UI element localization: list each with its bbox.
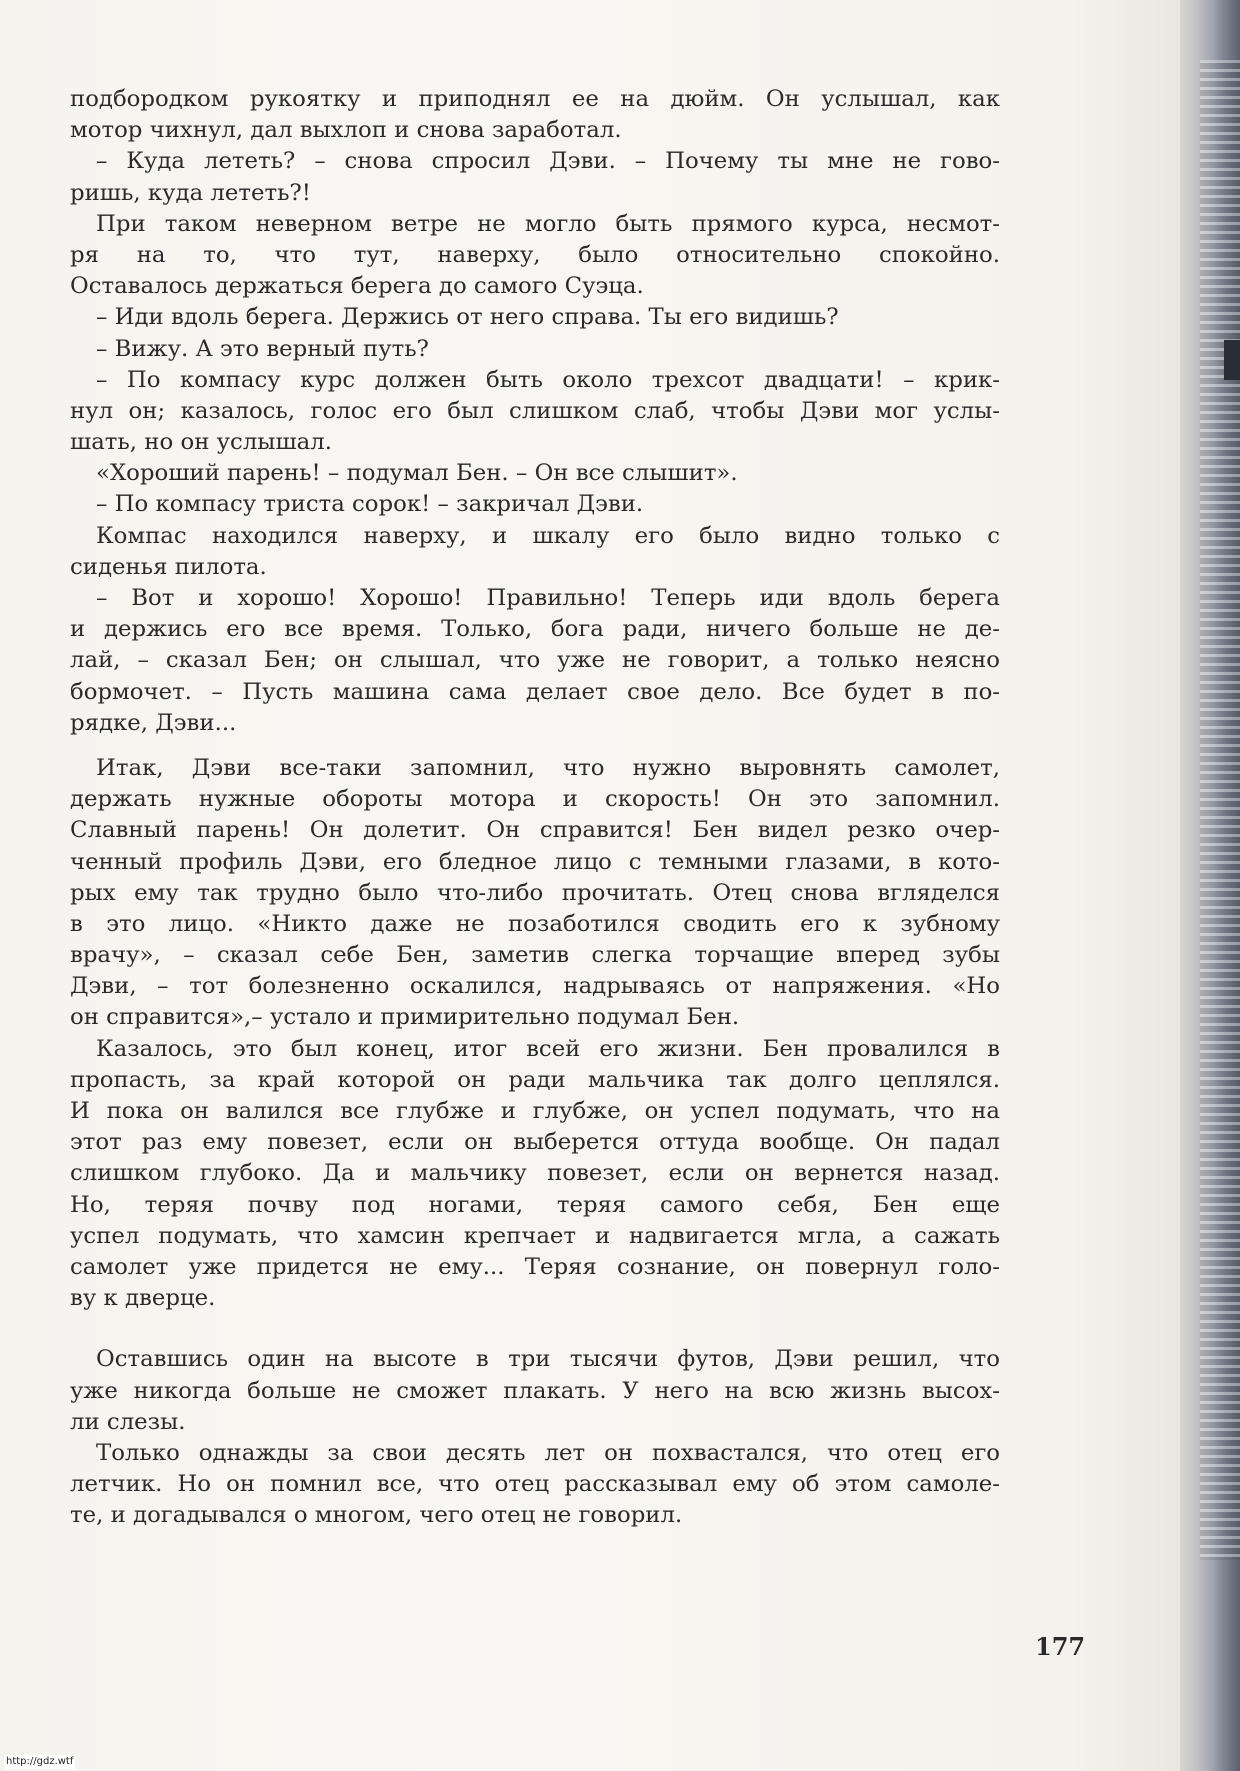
text-line: самолет уже придется не ему... Теряя сознание, он повернул голо- — [70, 1253, 1000, 1280]
text-line: – Иди вдоль берега. Держись от него справа. Ты его видишь? — [96, 304, 839, 331]
text-line: рых ему так трудно было что-либо прочитать. Отец снова вгляделся — [70, 879, 1000, 906]
text-line: ришь, куда лететь?! — [70, 179, 311, 206]
text-line: подбородком рукоятку и приподнял ее на дюйм. Он услышал, как — [70, 86, 1000, 112]
text-line: – По компасу курс должен быть около трехсот двадцати! – крик- — [96, 366, 1000, 393]
text-line: Итак, Дэви все-таки запомнил, что нужно выровнять самолет, — [96, 754, 1000, 781]
watermark-link[interactable]: http://gdz.wtf — [6, 1756, 74, 1767]
text-line: те, и догадывался о многом, чего отец не говорил. — [70, 1502, 683, 1529]
text-line: – Вот и хорошо! Хорошо! Правильно! Теперь иди вдоль берега — [96, 585, 1000, 611]
text-line: летчик. Но он помнил все, что отец рассказывал ему об этом самоле- — [70, 1471, 1000, 1498]
text-line: шать, но он услышал. — [70, 429, 332, 456]
text-line: уже никогда больше не сможет плакать. У него на всю жизнь высох- — [70, 1377, 1000, 1404]
text-line: И пока он валился все глубже и глубже, он успел подумать, что на — [70, 1098, 1000, 1124]
text-line: держать нужные обороты мотора и скорость! Он это запомнил. — [70, 786, 1000, 813]
text-line: – По компасу триста сорок! – закричал Дэви. — [96, 491, 644, 518]
text-line: лай, – сказал Бен; он слышал, что уже не говорит, а только неясно — [70, 647, 1000, 674]
text-line: слишком глубоко. Да и мальчику повезет, если он вернется назад. — [70, 1160, 1000, 1187]
text-line: мотор чихнул, дал выхлоп и снова заработал. — [70, 117, 622, 144]
text-line: Оставшись один на высоте в три тысячи футов, Дэви решил, что — [96, 1346, 1000, 1373]
text-line: Только однажды за свои десять лет он похвастался, что отец его — [96, 1439, 1000, 1466]
binding-mark — [1224, 340, 1240, 380]
text-line: ченный профиль Дэви, его бледное лицо с темными глазами, в кото- — [70, 848, 1000, 875]
text-line: Казалось, это был конец, итог всей его жизни. Бен провалился в — [96, 1035, 1000, 1062]
text-line: «Хороший парень! – подумал Бен. – Он все слышит». — [96, 460, 738, 487]
page-edges — [1200, 60, 1240, 1560]
text-line: сиденья пилота. — [70, 553, 267, 580]
text-line: успел подумать, что хамсин крепчает и надвигается мгла, а сажать — [70, 1222, 1000, 1249]
text-line: пропасть, за край которой он ради мальчика так долго цеплялся. — [70, 1066, 1000, 1093]
text-line: бормочет. – Пусть машина сама делает свое дело. Все будет в по- — [70, 678, 1000, 705]
text-line: Славный парень! Он долетит. Он справится! Бен видел резко очер- — [70, 817, 1000, 844]
body-text — [70, 84, 1000, 1531]
text-line: Дэви, – тот болезненно оскалился, надрываясь от напряжения. «Но — [70, 973, 1000, 1000]
text-line: ря на то, что тут, наверху, было относительно спокойно. — [70, 241, 1000, 268]
text-line: Оставалось держаться берега до самого Суэца. — [70, 273, 644, 300]
text-line: он справится»,– устало и примирительно подумал Бен. — [70, 1004, 740, 1031]
text-line: этот раз ему повезет, если он выберется оттуда вообще. Он падал — [70, 1129, 1000, 1156]
text-line: ли слезы. — [70, 1408, 186, 1435]
text-line: Но, теряя почву под ногами, теряя самого себя, Бен еще — [70, 1191, 1000, 1218]
text-line: – Вижу. А это верный путь? — [96, 335, 429, 362]
text-line: в это лицо. «Никто даже не позаботился сводить его к зубному — [70, 910, 1000, 937]
text-line: и держись его все время. Только, бога ради, ничего больше не де- — [70, 616, 1000, 643]
text-line: ву к дверце. — [70, 1285, 216, 1312]
text-line: врачу», – сказал себе Бен, заметив слегка торчащие вперед зубы — [70, 942, 1000, 969]
text-line: нул он; казалось, голос его был слишком слаб, чтобы Дэви мог услы- — [70, 397, 1000, 424]
text-line: рядке, Дэви... — [70, 709, 237, 736]
text-line: При таком неверном ветре не могло быть прямого курса, несмот- — [96, 210, 1000, 237]
page-number: 177 — [1035, 1632, 1086, 1661]
text-line: Компас находился наверху, и шкалу его было видно только с — [96, 522, 1000, 549]
text-line: – Куда лететь? – снова спросил Дэви. – Почему ты мне не гово- — [96, 148, 1000, 175]
